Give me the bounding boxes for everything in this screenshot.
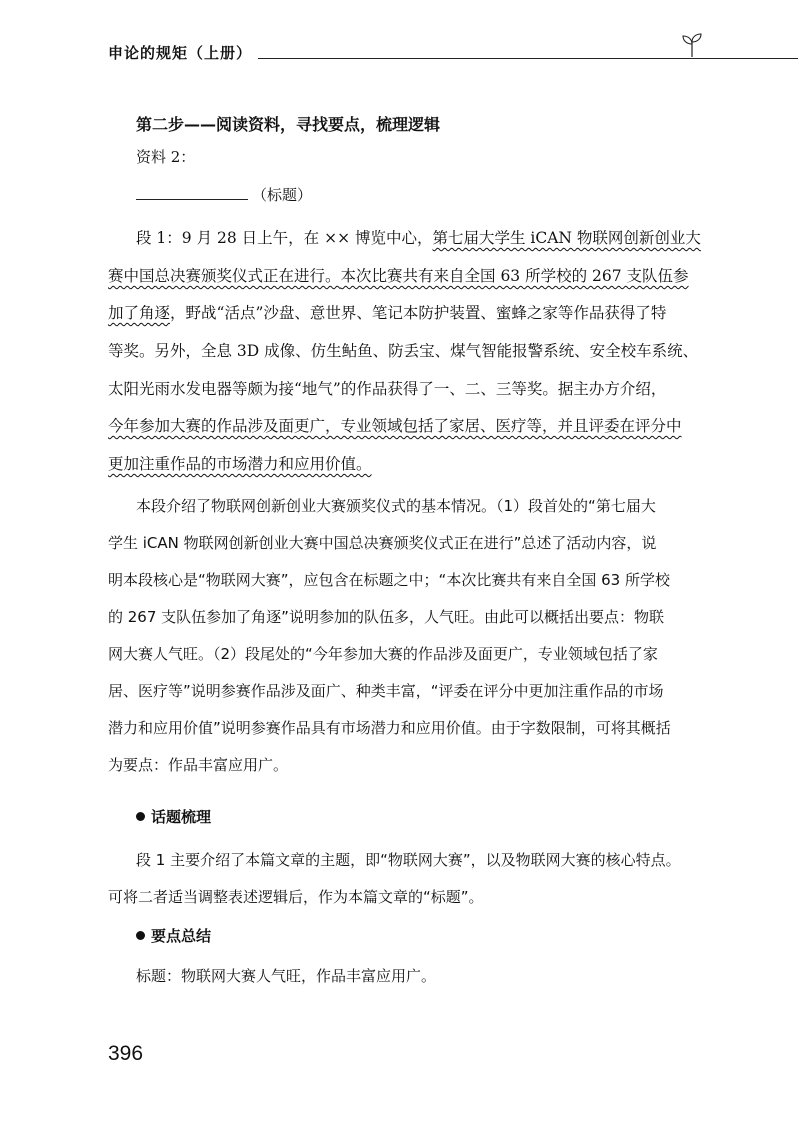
material-label: 资料 2：	[136, 148, 196, 166]
paragraph1-line	[108, 452, 372, 474]
paragraph1-underlined: 赛中国总决赛颁奖仪式正在进行。	[108, 267, 341, 285]
title-placeholder: （标题）	[252, 186, 313, 204]
paragraph1-line	[108, 264, 689, 286]
analysis-line: 本段介绍了物联网创新创业大赛颁奖仪式的基本情况。（1）段首处的“第七届大	[136, 497, 656, 515]
step-heading: 第二步——阅读资料，寻找要点，梳理逻辑	[136, 115, 441, 134]
analysis-line: 为要点：作品丰富应用广。	[108, 756, 289, 774]
running-header	[108, 38, 708, 68]
paragraph1-underlined: 更加注重作品的市场潜力和应用价值。	[108, 455, 372, 473]
analysis-line: 潜力和应用价值”说明参赛作品具有市场潜力和应用价值。由于字数限制，可将其概括	[108, 719, 671, 737]
paragraph1-underlined: 加了角逐	[108, 304, 171, 322]
paragraph1-underlined: 今年参加大赛的作品涉及面更广，专业领域包括了家居、医疗等，并且评委在评分中	[108, 417, 682, 435]
analysis-line: 明本段核心是“物联网大赛”，应包含在标题之中；“本次比赛共有来自全国 63 所学校	[108, 571, 670, 589]
topic-line: 可将二者适当调整表述逻辑后，作为本篇文章的“标题”。	[108, 888, 484, 906]
analysis-line: 学生 iCAN 物联网创新创业大赛中国总决赛颁奖仪式正在进行”总述了活动内容，说	[108, 534, 657, 552]
paragraph1-text: 段 1：9 月 28 日上午，在 ×× 博览中心，	[136, 229, 433, 247]
summary-heading: 要点总结	[136, 925, 211, 946]
paragraph1-text: ，野战“活点”沙盘、意世界、笔记本防护装置、蜜蜂之家等作品获得了特	[170, 304, 667, 322]
blank-underline	[136, 185, 248, 200]
paragraph1-line	[136, 226, 701, 248]
topic-line: 段 1 主要介绍了本篇文章的主题，即“物联网大赛”，以及物联网大赛的核心特点。	[136, 851, 681, 869]
bullet-dot-icon	[136, 812, 145, 821]
sprout-icon	[680, 32, 704, 58]
paragraph1-underlined: 本次比赛共有来自全国 63 所学校的 267 支队伍参	[340, 267, 689, 285]
bullet-dot-icon	[136, 931, 145, 940]
summary-text: 标题：物联网大赛人气旺，作品丰富应用广。	[136, 967, 437, 985]
paragraph1-line	[108, 414, 682, 436]
paragraph1-line: 等奖。另外，全息 3D 成像、仿生鲇鱼、防丢宝、煤气智能报警系统、安全校车系统、	[108, 342, 699, 360]
header-rule	[258, 58, 798, 59]
analysis-line: 网大赛人气旺。（2）段尾处的“今年参加大赛的作品涉及面更广，专业领域包括了家	[108, 645, 658, 663]
paragraph1-underlined: 第七届大学生 iCAN 物联网创新创业大	[432, 229, 701, 247]
title-blank-line	[136, 184, 312, 205]
analysis-line: 居、医疗等”说明参赛作品涉及面广、种类丰富，“评委在评分中更加注重作品的市场	[108, 682, 664, 700]
book-title: 申论的规矩（上册）	[108, 44, 253, 62]
analysis-line: 的 267 支队伍参加了角逐”说明参加的队伍多，人气旺。由此可以概括出要点：物联	[108, 608, 664, 626]
topic-heading: 话题梳理	[136, 806, 211, 827]
paragraph1-line: 太阳光雨水发电器等颇为接“地气”的作品获得了一、二、三等奖。据主办方介绍，	[108, 380, 667, 398]
paragraph1-line	[108, 301, 666, 323]
page-number: 396	[108, 1042, 144, 1065]
